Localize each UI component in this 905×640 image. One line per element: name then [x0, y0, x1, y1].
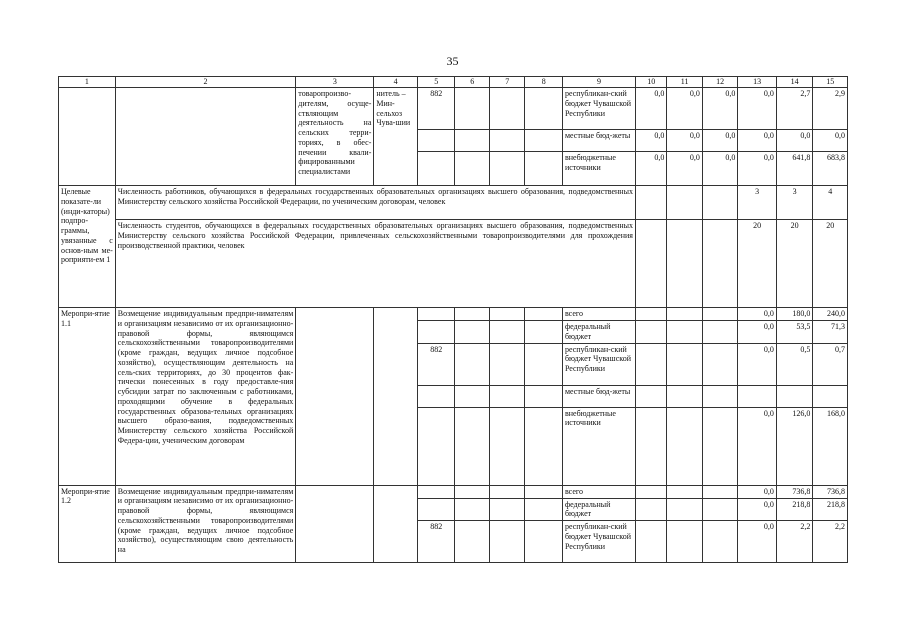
value-cell: 218,8 — [813, 498, 848, 521]
col-header: 13 — [738, 77, 777, 88]
grbs-cell: 882 — [417, 521, 455, 563]
cell — [702, 220, 737, 308]
indicator-text: Численность работников, обучающихся в федеральных государственных образовательных организациях высшего образования, подведомственных Министерству сельского хозяйства Российской Федерации, по ученическим договорам, человек — [115, 186, 635, 220]
value-cell: 2,9 — [813, 88, 848, 130]
value-cell: 0,0 — [738, 308, 777, 321]
cell — [455, 130, 489, 152]
value-cell: 0,0 — [738, 407, 777, 485]
cell — [702, 521, 737, 563]
cell — [525, 343, 563, 385]
cell — [702, 498, 737, 521]
source-cell: всего — [562, 485, 635, 498]
value-cell: 0,0 — [702, 130, 737, 152]
cell — [525, 485, 563, 498]
cell — [525, 88, 563, 130]
cell — [635, 220, 666, 308]
value-cell: 0,0 — [667, 88, 702, 130]
value-cell: 0,0 — [635, 152, 666, 186]
grbs-cell: 882 — [417, 343, 455, 385]
cell — [417, 130, 455, 152]
cell — [489, 407, 524, 485]
targets-label: Целевые показате-ли (инди-каторы) подпро-граммы, увязанные с основ-ным ме-роприяти-ем 1 — [59, 186, 116, 308]
col-header: 10 — [635, 77, 666, 88]
cell — [455, 321, 489, 344]
cell — [635, 485, 666, 498]
col-header: 1 — [59, 77, 116, 88]
cell — [455, 88, 489, 130]
col-header: 5 — [417, 77, 455, 88]
budget-table — [58, 76, 848, 563]
cell — [455, 343, 489, 385]
value-cell: 641,8 — [776, 152, 813, 186]
col-header: 12 — [702, 77, 737, 88]
value-cell — [813, 385, 848, 407]
value-cell: 20 — [776, 220, 813, 308]
value-cell: 0,0 — [776, 130, 813, 152]
value-cell: 0,0 — [738, 88, 777, 130]
cell — [525, 308, 563, 321]
cell — [489, 308, 524, 321]
cell — [525, 407, 563, 485]
source-cell: федеральный бюджет — [562, 498, 635, 521]
cell — [635, 521, 666, 563]
cell — [489, 152, 524, 186]
cell — [374, 485, 418, 563]
page-number: 35 — [446, 54, 459, 68]
cell — [667, 321, 702, 344]
cell — [417, 485, 455, 498]
col-header: 9 — [562, 77, 635, 88]
cell — [635, 498, 666, 521]
cell — [667, 220, 702, 308]
value-cell: 0,0 — [813, 130, 848, 152]
cell — [455, 385, 489, 407]
value-cell: 240,0 — [813, 308, 848, 321]
value-cell: 218,8 — [776, 498, 813, 521]
cell — [417, 321, 455, 344]
cell — [525, 130, 563, 152]
value-cell: 2,2 — [813, 521, 848, 563]
cell — [702, 343, 737, 385]
col-header: 2 — [115, 77, 296, 88]
value-cell: 0,0 — [738, 521, 777, 563]
col-header: 7 — [489, 77, 524, 88]
col-header: 8 — [525, 77, 563, 88]
table-row — [59, 220, 848, 308]
cell — [59, 88, 116, 186]
value-cell: 53,5 — [776, 321, 813, 344]
table-row — [59, 485, 848, 498]
table-row — [59, 308, 848, 321]
cell — [455, 521, 489, 563]
value-cell: 2,7 — [776, 88, 813, 130]
executor-cell: товаропроизво-дителям, осуще-ствляющим деятельность на сельских терри-ториях, в обес-печении квали-фицированными специалистами — [296, 88, 374, 186]
col-header: 6 — [455, 77, 489, 88]
cell — [525, 152, 563, 186]
value-cell — [738, 385, 777, 407]
source-cell: республикан-ский бюджет Чувашской Республики — [562, 521, 635, 563]
cell — [635, 308, 666, 321]
cell — [489, 130, 524, 152]
cell — [702, 321, 737, 344]
cell — [489, 521, 524, 563]
cell — [417, 385, 455, 407]
column-number-row — [59, 77, 848, 88]
cell — [417, 407, 455, 485]
value-cell: 168,0 — [813, 407, 848, 485]
cell — [489, 498, 524, 521]
value-cell: 0,0 — [738, 343, 777, 385]
col-header: 15 — [813, 77, 848, 88]
value-cell: 3 — [738, 186, 777, 220]
source-cell: внебюджетные источники — [562, 152, 635, 186]
value-cell: 0,0 — [635, 130, 666, 152]
cell — [115, 88, 296, 186]
col-header: 11 — [667, 77, 702, 88]
cell — [702, 308, 737, 321]
source-cell: всего — [562, 308, 635, 321]
cell — [489, 321, 524, 344]
responsible-cell: нитель – Мин-сельхоз Чува-шии — [374, 88, 418, 186]
cell — [455, 407, 489, 485]
cell — [489, 88, 524, 130]
cell — [455, 152, 489, 186]
value-cell: 2,2 — [776, 521, 813, 563]
value-cell: 0,0 — [738, 485, 777, 498]
value-cell: 3 — [776, 186, 813, 220]
cell — [455, 498, 489, 521]
col-header: 4 — [374, 77, 418, 88]
cell — [489, 485, 524, 498]
indicator-text: Численность студентов, обучающихся в федеральных государственных образовательных организациях высшего образования, подведомственных Министерству сельского хозяйства Российской Федерации, привлеченных сельскохозяйственными товаропроизводителями для прохождения производственной практики, человек — [115, 220, 635, 308]
measure-label: Меропри-ятие 1.2 — [59, 485, 116, 563]
value-cell: 0,0 — [667, 130, 702, 152]
value-cell: 4 — [813, 186, 848, 220]
value-cell: 0,5 — [776, 343, 813, 385]
measure-label: Меропри-ятие 1.1 — [59, 308, 116, 486]
cell — [667, 385, 702, 407]
value-cell: 0,0 — [702, 88, 737, 130]
source-cell: местные бюд-жеты — [562, 130, 635, 152]
cell — [489, 343, 524, 385]
value-cell: 0,0 — [738, 130, 777, 152]
col-header: 3 — [296, 77, 374, 88]
cell — [667, 407, 702, 485]
cell — [702, 485, 737, 498]
cell — [525, 521, 563, 563]
cell — [296, 308, 374, 486]
value-cell: 0,0 — [738, 321, 777, 344]
cell — [667, 485, 702, 498]
value-cell: 0,0 — [738, 152, 777, 186]
cell — [635, 343, 666, 385]
cell — [455, 485, 489, 498]
source-cell: внебюджетные источники — [562, 407, 635, 485]
value-cell: 0,7 — [813, 343, 848, 385]
cell — [635, 186, 666, 220]
cell — [702, 385, 737, 407]
measure-description: Возмещение индивидуальным предпри-нимателям и организациям независимо от их организационно-правовой формы, являющимся сельскохозяйственными товаропроизводителями (кроме граждан, ведущих личное подсобное хозяйство), осуществляющим деятельность на сель-ских территориях, до 30 процентов фак-тически понесенных в году предоставле-ния субсидии затрат по заключенным с работниками, проходящими обучение в федеральных государственных образова-тельных организациях высшего образо-вания, подведомственных Министерству сельского хозяйства Российской Федера-ции, ученическим договорам — [115, 308, 296, 486]
value-cell: 71,3 — [813, 321, 848, 344]
value-cell: 126,0 — [776, 407, 813, 485]
table-row — [59, 186, 848, 220]
value-cell: 0,0 — [702, 152, 737, 186]
cell — [635, 407, 666, 485]
cell — [525, 385, 563, 407]
cell — [667, 186, 702, 220]
cell — [635, 385, 666, 407]
cell — [374, 308, 418, 486]
value-cell: 736,8 — [813, 485, 848, 498]
value-cell: 683,8 — [813, 152, 848, 186]
cell — [667, 308, 702, 321]
value-cell: 180,0 — [776, 308, 813, 321]
cell — [635, 321, 666, 344]
value-cell: 20 — [813, 220, 848, 308]
cell — [417, 152, 455, 186]
cell — [489, 385, 524, 407]
grbs-cell: 882 — [417, 88, 455, 130]
value-cell: 20 — [738, 220, 777, 308]
cell — [667, 498, 702, 521]
value-cell: 0,0 — [667, 152, 702, 186]
cell — [455, 308, 489, 321]
table-row — [59, 88, 848, 130]
cell — [667, 521, 702, 563]
source-cell: республикан-ский бюджет Чувашской Республики — [562, 88, 635, 130]
value-cell: 0,0 — [635, 88, 666, 130]
cell — [417, 308, 455, 321]
source-cell: федеральный бюджет — [562, 321, 635, 344]
value-cell: 0,0 — [738, 498, 777, 521]
value-cell — [776, 385, 813, 407]
source-cell: республикан-ский бюджет Чувашской Республики — [562, 343, 635, 385]
cell — [702, 407, 737, 485]
source-cell: местные бюд-жеты — [562, 385, 635, 407]
cell — [525, 321, 563, 344]
cell — [702, 186, 737, 220]
cell — [417, 498, 455, 521]
measure-description: Возмещение индивидуальным предпри-нимателям и организациям независимо от их организационно-правовой формы, являющимся сельскохозяйственными товаропроизводителями (кроме граждан, ведущих личное подсобное хозяйство), осуществляющим свою деятельность на — [115, 485, 296, 563]
cell — [296, 485, 374, 563]
col-header: 14 — [776, 77, 813, 88]
cell — [525, 498, 563, 521]
cell — [667, 343, 702, 385]
value-cell: 736,8 — [776, 485, 813, 498]
